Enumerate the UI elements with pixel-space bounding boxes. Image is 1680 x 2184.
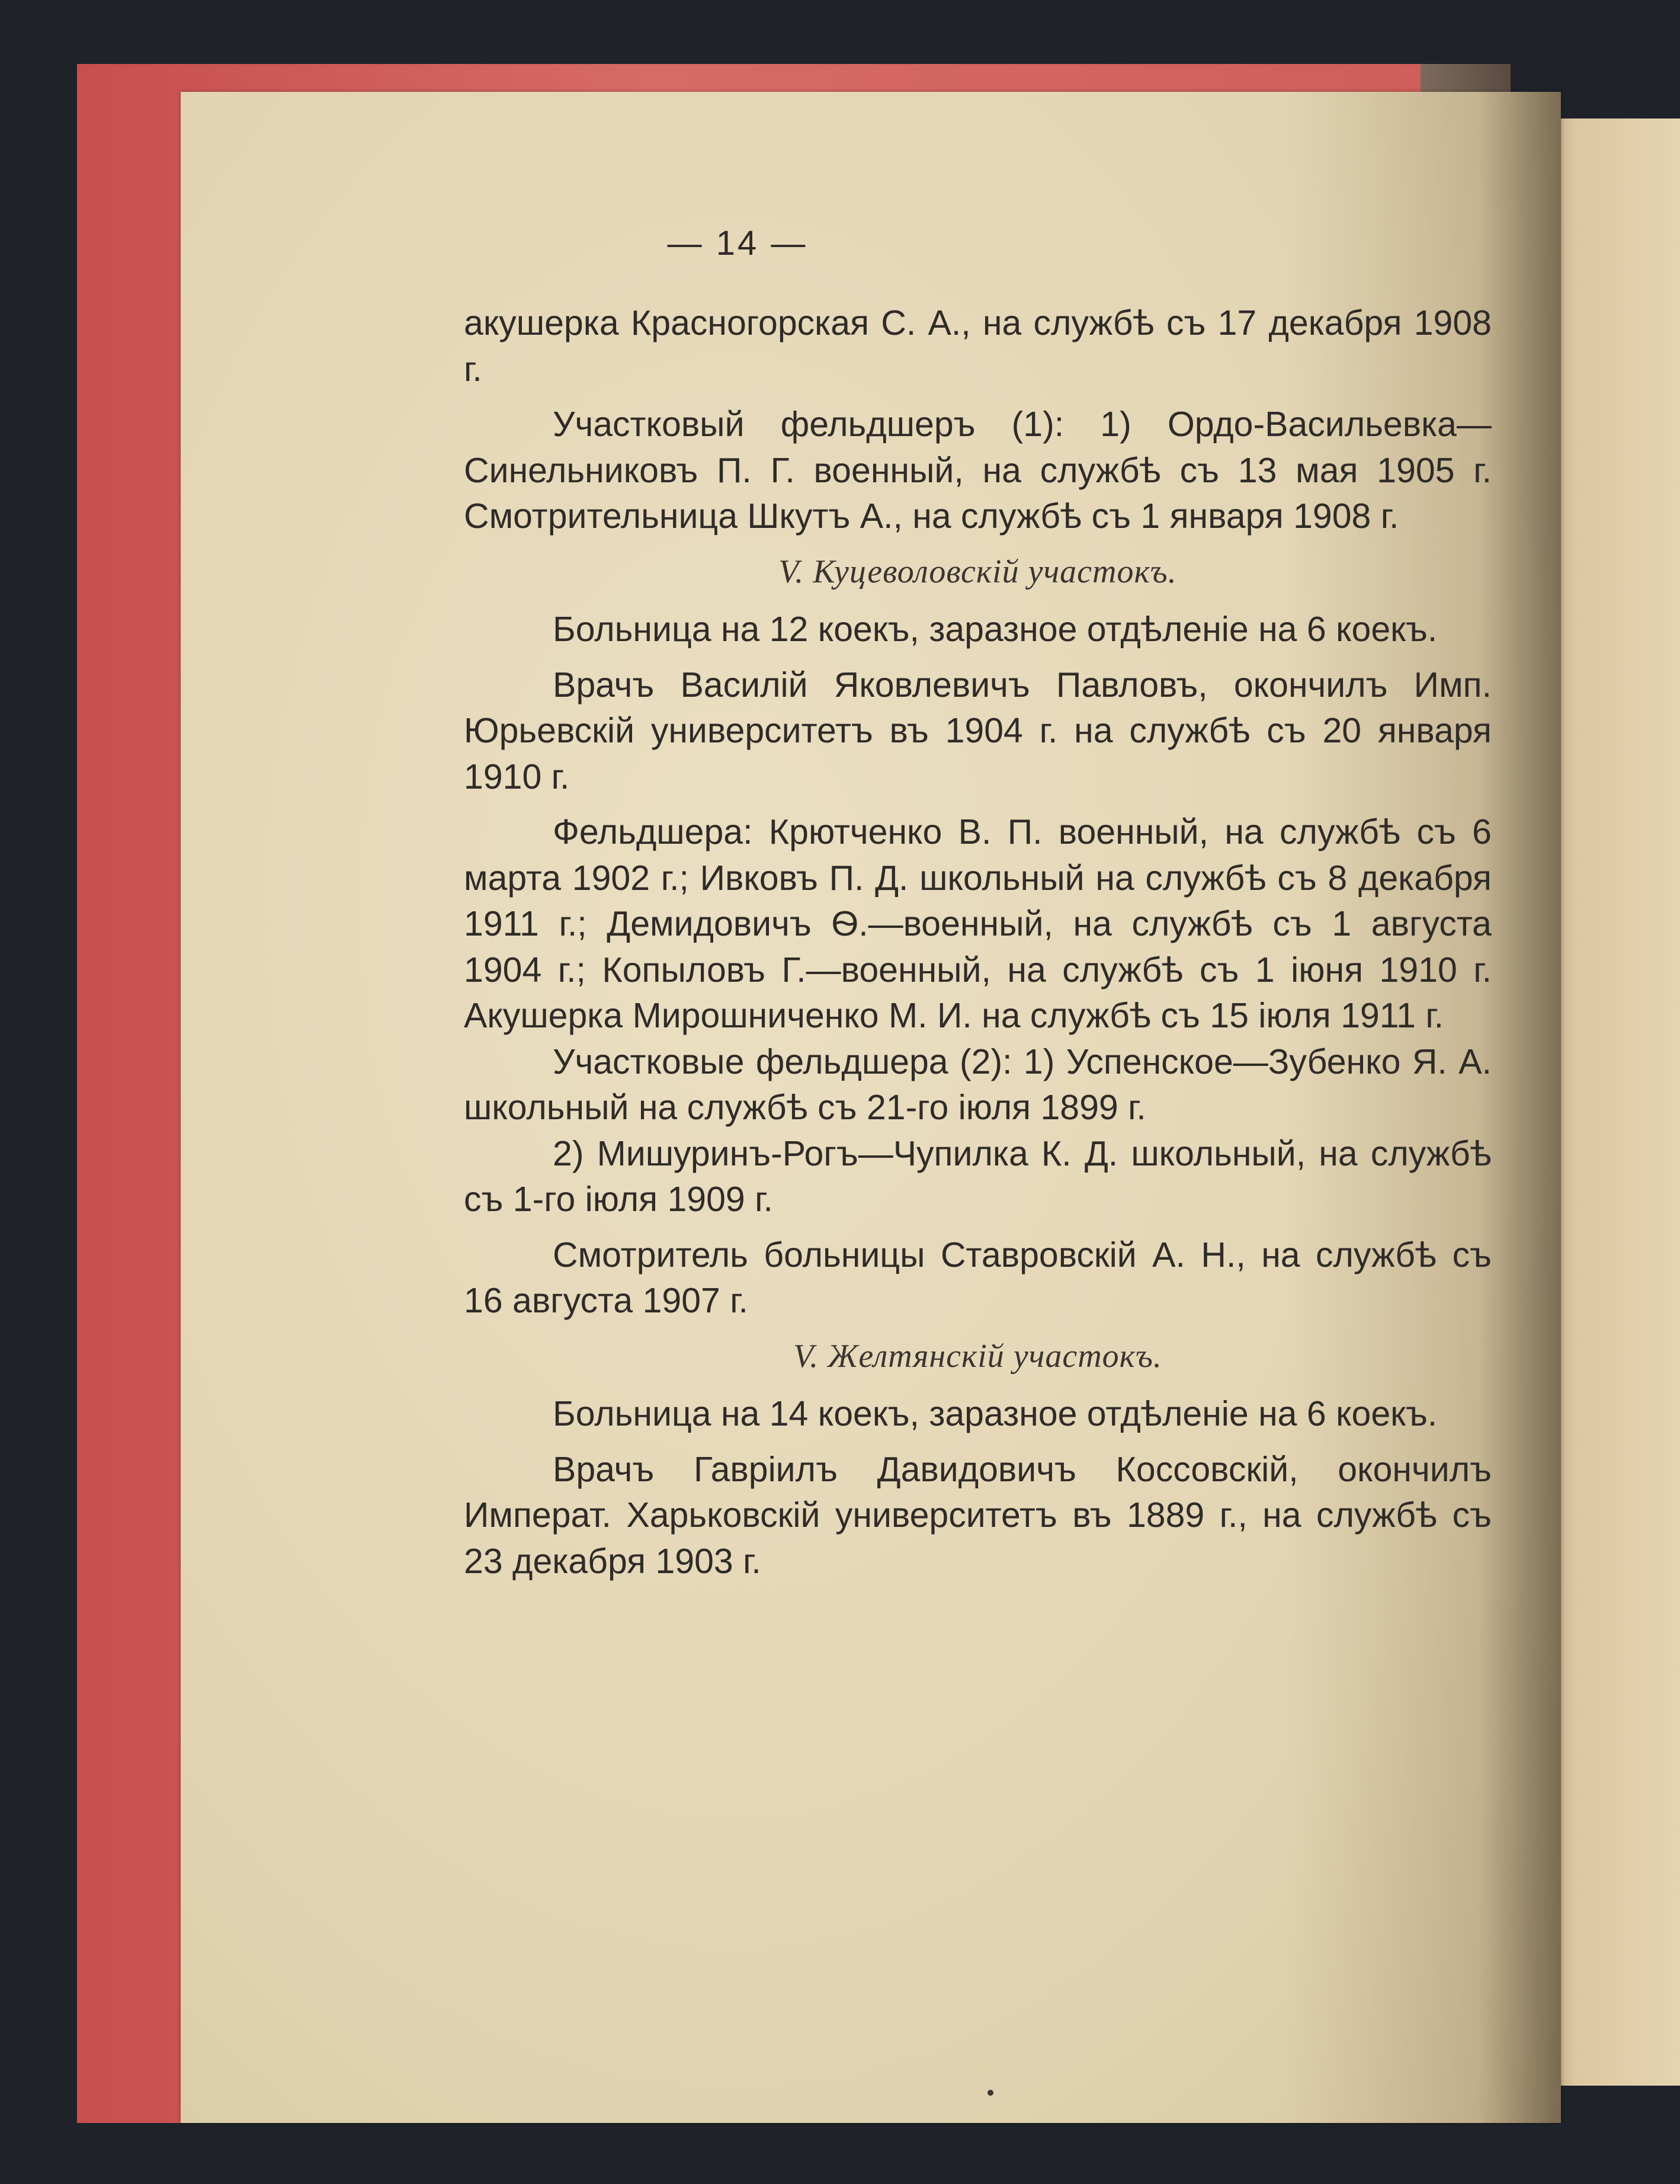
paragraph-hospital-14-beds: Больница на 14 коекъ, заразное отдѣленіе на 6 коекъ. bbox=[553, 1394, 1438, 1433]
ink-dot-mark bbox=[988, 2090, 993, 2096]
paragraph-feldshers-list: Фельдшера: Крютченко В. П. военный, на службѣ съ 6 марта 1902 г.; Ивковъ П. Д. школьный на службѣ съ 8 декабря 1911 г.; Демидовичъ Ѳ.—военный, на службѣ съ 1 августа 1904 г.; Копыловъ Г.—военный, на службѣ съ 1 іюня 1910 г. Акушерка Мирошниченко М. И. на службѣ съ 15 іюля 1911 г. bbox=[464, 812, 1492, 1035]
book-page bbox=[181, 92, 1561, 2123]
paragraph-doctor-pavlov: Врачъ Василій Яковлевичъ Павловъ, окончилъ Имп. Юрьевскій университетъ въ 1904 г. на службѣ съ 20 января 1910 г. bbox=[464, 665, 1492, 796]
paragraph-district-feldshers-uspenskoe: Участковые фельдшера (2): 1) Успенское—Зубенко Я. А. школьный на службѣ съ 21-го іюля 1899 г. bbox=[464, 1042, 1492, 1127]
paragraph-hospital-12-beds: Больница на 12 коекъ, заразное отдѣленіе на 6 коекъ. bbox=[553, 610, 1438, 649]
section-title-kutsevolovsky: V. Куцеволовскій участокъ. bbox=[778, 553, 1177, 590]
page-text bbox=[464, 300, 1492, 2137]
paragraph-mishurin-rog: 2) Мишуринъ-Рогъ—Чупилка К. Д. школьный, на службѣ съ 1-го іюля 1909 г. bbox=[464, 1133, 1492, 1219]
paragraph-midwife-krasnogorskaya: акушерка Красногорская С. А., на службѣ съ 17 декабря 1908 г. bbox=[464, 303, 1492, 389]
page-number: — 14 — bbox=[667, 224, 808, 262]
facing-page-edge bbox=[1540, 119, 1680, 2086]
paragraph-doctor-kossovsky: Врачъ Гавріилъ Давидовичъ Коссовскій, окончилъ Императ. Харьковскій университетъ въ 1889 г., на службѣ съ 23 декабря 1903 г. bbox=[464, 1449, 1492, 1581]
paragraph-district-feldsher: Участковый фельдшеръ (1): 1) Ордо-Васильевка—Синельниковъ П. Г. военный, на службѣ съ 13 мая 1905 г. Смотрительница Шкутъ А., на службѣ съ 1 января 1908 г. bbox=[464, 405, 1492, 536]
paragraph-hospital-supervisor: Смотритель больницы Ставровскій А. Н., на службѣ съ 16 августа 1907 г. bbox=[464, 1235, 1492, 1320]
section-title-zheltyansky: V. Желтянскій участокъ. bbox=[793, 1337, 1162, 1375]
